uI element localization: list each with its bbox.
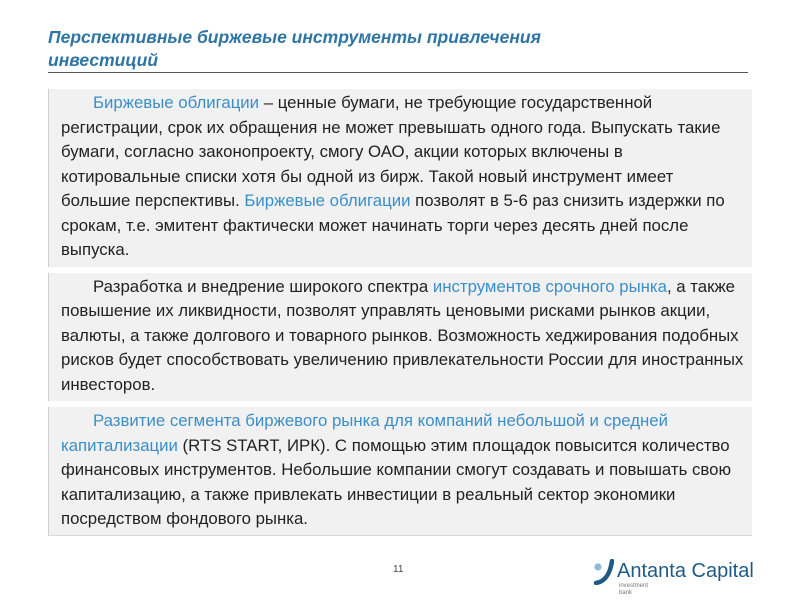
logo-subtitle: [619, 583, 659, 597]
paragraph-text: – ценные бумаги, не требующие государственной регистрации, срок их обращения не может превышать одного года. Выпускать такие бумаги, согласно законопроекту, смогу ОАО, акции которых включены в котировальные списки хотя бы одной из бирж. Такой новый инструмент имеет большие перспективы.: [61, 93, 721, 210]
paragraph-text: позволят в 5-6 раз снизить издержки по срокам, т.е. эмитент фактически может начинать торги через десять дней после выпуска.: [61, 191, 725, 259]
slide-title: [48, 26, 648, 72]
highlight-exchange-bonds-2: Биржевые облигации: [244, 191, 411, 210]
slide-title-line-1: Перспективные биржевые инструменты привлечения: [48, 27, 541, 47]
logo-subtitle-line-1: investment: [619, 583, 649, 589]
logo-mark-icon: [592, 559, 614, 585]
paragraph-exchange-bonds: [48, 89, 752, 267]
title-divider: [48, 72, 748, 73]
paragraph-small-cap-segment: [48, 407, 752, 536]
paragraph-text: (RTS START, ИРК). С помощью этим площадок повысится количество финансовых инструментов. Небольшие компании смогут создавать и повышать свою капитализацию, а также привлекать инвестиции в реальный сектор экономики посредством фондового рынка.: [61, 435, 732, 528]
highlight-small-cap-segment: Развитие сегмента биржевого рынка для компаний небольшой и средней капитализации: [61, 411, 669, 455]
paragraph-text: Разработка и внедрение широкого спектра: [93, 276, 433, 296]
slide-title-line-2: инвестиций: [48, 50, 159, 70]
highlight-exchange-bonds: Биржевые облигации: [93, 93, 260, 112]
paragraph-derivatives-market: [48, 273, 752, 402]
slide-body: [48, 89, 752, 542]
paragraph-text: , а также повышение их ликвидности, позволят управлять ценовыми рисками рынков акции, валюты, а также долгового и товарного рынков. Возможность хеджирования подобных рисков будет способствовать увеличению привлекательности России для иностранных инвесторов.: [61, 276, 744, 394]
page-number: 11: [393, 564, 404, 575]
logo-subtitle-line-2: bank: [619, 590, 633, 596]
highlight-derivatives-instruments: инструментов срочного рынка: [432, 276, 667, 296]
logo-wordmark: Antanta Capital: [617, 560, 754, 582]
